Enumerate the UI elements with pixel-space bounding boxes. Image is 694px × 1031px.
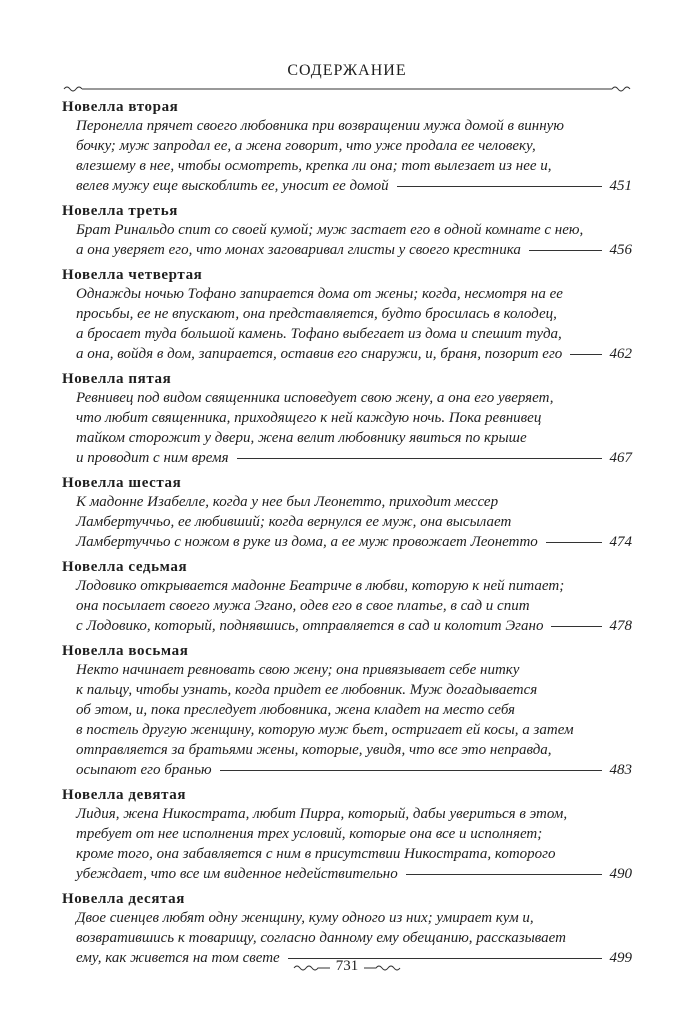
summary-line: об этом, и, пока преследует любовника, жена кладет на место себя [76, 702, 515, 718]
summary-last-line [76, 448, 632, 468]
dot-leader [570, 354, 601, 355]
page-reference[interactable]: 478 [609, 618, 632, 634]
toc-entry[interactable] [62, 890, 632, 968]
summary-line: Ламбертуччьо с ножом в руке из дома, а ее муж провожает Леонетто [76, 534, 538, 550]
summary-line: а бросает туда большой камень. Тофано выбегает из дома и спешит туда, [76, 326, 562, 342]
summary-line: и проводит с ним время [76, 450, 229, 466]
page-reference[interactable]: 499 [609, 950, 632, 966]
novella-title: Новелла седьмая [62, 559, 188, 575]
summary-line: Ламбертуччьо, ее любивший; когда вернулся ее муж, она высылает [76, 514, 512, 530]
page-reference[interactable]: 462 [609, 346, 632, 362]
page-header [62, 58, 632, 98]
toc-entry[interactable] [62, 474, 632, 552]
page-footer [0, 958, 694, 975]
summary-line: с Лодовико, который, поднявшись, отправляется в сад и колотит Эгано [76, 618, 544, 634]
summary-line: К мадонне Изабелле, когда у нее был Леонетто, приходит мессер [76, 494, 499, 510]
toc-entry[interactable] [62, 558, 632, 636]
toc-entry[interactable] [62, 98, 632, 196]
summary-last-line [76, 760, 632, 780]
summary-last-line [76, 864, 632, 884]
novella-title: Новелла шестая [62, 475, 182, 491]
summary-line: осыпают его бранью [76, 762, 212, 778]
summary-line: Брат Ринальдо спит со своей кумой; муж застает его в одной комнате с нею, [76, 222, 584, 238]
summary-last-line [76, 344, 632, 364]
toc-entry[interactable] [62, 202, 632, 260]
novella-summary [62, 660, 632, 780]
novella-title: Новелла десятая [62, 891, 186, 907]
dot-leader [529, 250, 602, 251]
toc-entry[interactable] [62, 786, 632, 884]
page-reference[interactable]: 456 [609, 242, 632, 258]
summary-line: возвратившись к товарищу, согласно данному ему обещанию, рассказывает [76, 930, 566, 946]
page-title: СОДЕРЖАНИЕ [287, 62, 407, 79]
summary-last-line [76, 176, 632, 196]
summary-line: а она, войдя в дом, запирается, оставив его снаружи, и, браня, позорит его [76, 346, 563, 362]
summary-line: требует от нее исполнения трех условий, которые она все и исполняет; [76, 826, 543, 842]
summary-line: просьбы, ее не впускают, она представляется, будто бросилась в колодец, [76, 306, 557, 322]
summary-line: Ревнивец под видом священника исповедует свою жену, а она его уверяет, [76, 390, 554, 406]
dot-leader [397, 186, 602, 187]
summary-line: влезшему в нее, чтобы осмотреть, крепка ли она; тот вылезает из нее и, [76, 158, 552, 174]
summary-line: она посылает своего мужа Эгано, одев его в свое платье, в сад и спит [76, 598, 530, 614]
toc-entry[interactable] [62, 266, 632, 364]
summary-line: кроме того, она забавляется с ним в присутствии Никострата, которого [76, 846, 556, 862]
page-reference[interactable]: 483 [609, 762, 632, 778]
novella-title: Новелла вторая [62, 99, 179, 115]
dot-leader [220, 770, 602, 771]
summary-last-line [76, 532, 632, 552]
novella-title: Новелла пятая [62, 371, 172, 387]
summary-line: тайком сторожит у двери, жена велит любовнику явиться по крыше [76, 430, 527, 446]
page-reference[interactable]: 467 [609, 450, 632, 466]
toc-entry[interactable] [62, 370, 632, 468]
summary-line: к пальцу, чтобы узнать, когда придет ее любовник. Муж догадывается [76, 682, 538, 698]
dot-leader [551, 626, 601, 627]
page-reference[interactable]: 474 [609, 534, 632, 550]
summary-line: Перонелла прячет своего любовника при возвращении мужа домой в винную [76, 118, 564, 134]
summary-line: а она уверяет его, что монах заговаривал глисты у своего крестника [76, 242, 521, 258]
novella-summary [62, 804, 632, 884]
novella-summary [62, 284, 632, 364]
summary-line: убеждает, что все им виденное недействительно [76, 866, 398, 882]
novella-title: Новелла четвертая [62, 267, 203, 283]
summary-line: бочку; муж запродал ее, а жена говорит, что уже продала ее человеку, [76, 138, 536, 154]
summary-line: Лодовико открывается мадонне Беатриче в любви, которую к ней питает; [76, 578, 565, 594]
summary-line: отправляется за братьями жены, которые, увидя, что все это неправда, [76, 742, 552, 758]
dot-leader [406, 874, 602, 875]
summary-line: Однажды ночью Тофано запирается дома от жены; когда, несмотря на ее [76, 286, 563, 302]
toc-entry[interactable] [62, 642, 632, 780]
dot-leader [546, 542, 602, 543]
page-number: 731 [335, 958, 359, 974]
footer-ornament-left [292, 963, 332, 971]
novella-summary [62, 576, 632, 636]
summary-line: ему, как живется на том свете [76, 950, 280, 966]
header-ornament-rule [62, 84, 632, 92]
novella-title: Новелла восьмая [62, 643, 189, 659]
novella-summary [62, 388, 632, 468]
dot-leader [237, 458, 602, 459]
page-reference[interactable]: 451 [609, 178, 632, 194]
novella-summary [62, 220, 632, 260]
summary-line: в постель другую женщину, которую муж бьет, остригает ей косы, а затем [76, 722, 574, 738]
novella-summary [62, 116, 632, 196]
novella-title: Новелла третья [62, 203, 178, 219]
summary-line: велев мужу еще выскоблить ее, уносит ее домой [76, 178, 389, 194]
table-of-contents [62, 98, 632, 974]
footer-ornament-right [362, 963, 402, 971]
novella-summary [62, 492, 632, 552]
summary-line: Двое сиенцев любят одну женщину, куму одного из них; умирает кум и, [76, 910, 534, 926]
summary-line: Лидия, жена Никострата, любит Пирра, который, дабы увериться в этом, [76, 806, 568, 822]
page-reference[interactable]: 490 [609, 866, 632, 882]
summary-line: что любит священника, приходящего к ней каждую ночь. Пока ревнивец [76, 410, 542, 426]
summary-last-line [76, 616, 632, 636]
novella-title: Новелла девятая [62, 787, 187, 803]
summary-line: Некто начинает ревновать свою жену; она привязывает себе нитку [76, 662, 520, 678]
summary-last-line [76, 240, 632, 260]
